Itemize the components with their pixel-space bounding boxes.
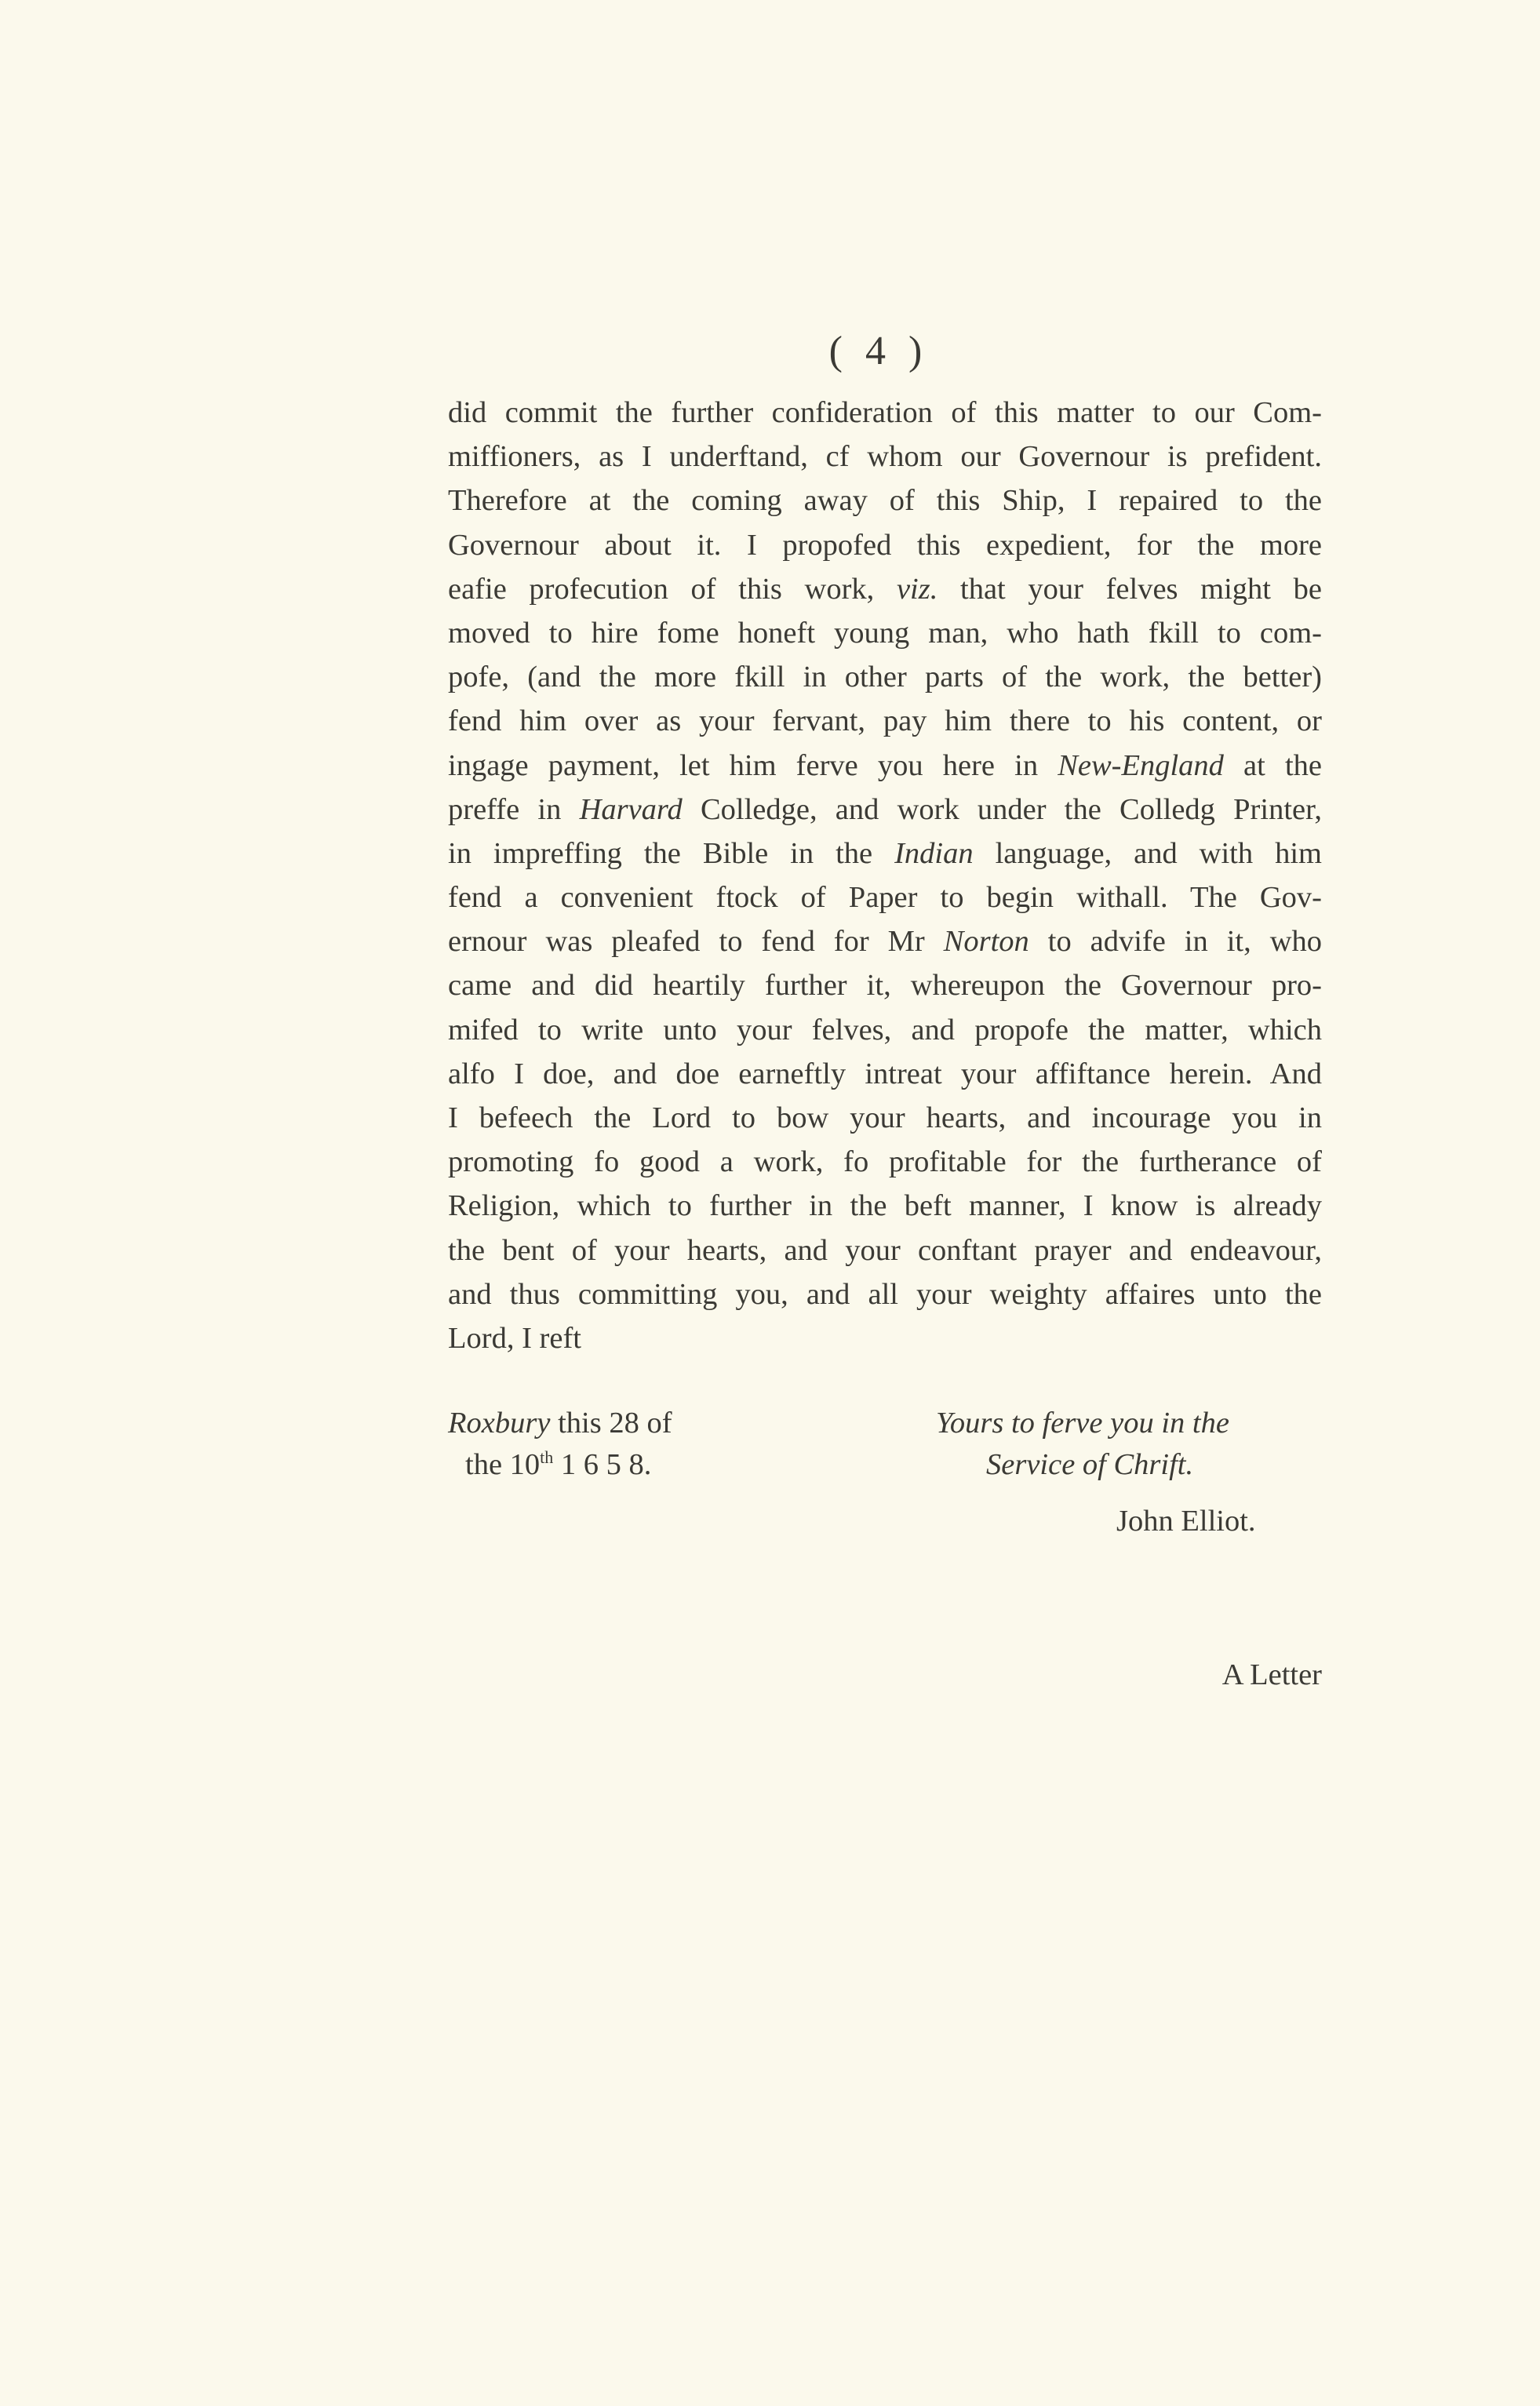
text-segment: Lord, I reft (448, 1321, 581, 1355)
text-line (448, 788, 1322, 832)
text-segment: came and did heartily further it, whereupon the Governour pro- (448, 969, 1322, 1003)
text-segment: eafie profecution of this work, (448, 572, 897, 606)
text-line (448, 391, 1322, 435)
text-line (448, 1272, 1322, 1316)
text-line (448, 567, 1322, 611)
catchword: A Letter (1221, 1658, 1322, 1691)
text-line (448, 875, 1322, 919)
dateline-place: Roxbury (448, 1407, 551, 1440)
italic-text: Norton (943, 925, 1029, 959)
text-segment: Governour about it. I propofed this expedient, for the more (448, 528, 1322, 562)
text-segment: preffe in (448, 792, 580, 826)
text-line (448, 1008, 1322, 1052)
text-line (448, 435, 1322, 479)
signature: John Elliot. (1116, 1505, 1256, 1538)
italic-text: viz. (896, 572, 938, 606)
text-line (448, 1096, 1322, 1140)
text-line (448, 479, 1322, 522)
text-segment: did commit the further confideration of this matter to our Com- (448, 396, 1322, 429)
text-line (448, 919, 1322, 963)
text-line (448, 832, 1322, 875)
text-segment: in impreffing the Bible in the (448, 836, 895, 870)
text-segment: that your felves might be (937, 572, 1322, 606)
text-line (448, 1184, 1322, 1228)
text-segment: fend a convenient ftock of Paper to begin withall. The Gov- (448, 881, 1322, 915)
text-segment: fend him over as your fervant, pay him there to his content, or (448, 704, 1322, 738)
text-segment: at the (1223, 748, 1323, 782)
text-line (448, 655, 1322, 699)
text-segment: ernour was pleafed to fend for Mr (448, 925, 944, 959)
dateline-line-2 (465, 1445, 651, 1484)
text-segment: Religion, which to further in the beft manner, I know is already (448, 1189, 1322, 1223)
italic-text: New-England (1058, 748, 1224, 782)
text-segment: and thus committing you, and all your weighty affaires unto the (448, 1277, 1322, 1311)
text-line (448, 963, 1322, 1007)
text-line (448, 1316, 1322, 1360)
text-segment: Colledge, and work under the Colledg Printer, (682, 792, 1323, 826)
dateline-line-1 (448, 1403, 672, 1443)
closing-line-2: Service of Chrift. (986, 1448, 1194, 1481)
text-line (448, 1052, 1322, 1096)
dateline-day: the 10 (465, 1448, 541, 1481)
text-segment: promoting fo good a work, fo profitable for the furtherance of (448, 1145, 1322, 1179)
text-segment: to advife in it, who (1028, 925, 1322, 959)
letter-body (448, 391, 1322, 1360)
text-segment: alfo I doe, and doe earneftly intreat your affiftance herein. And (448, 1057, 1322, 1090)
text-segment: language, and with him (973, 836, 1322, 870)
text-line (448, 1228, 1322, 1272)
text-segment: pofe, (and the more fkill in other parts of the work, the better) (448, 661, 1322, 694)
dateline-year: 1 6 5 8. (553, 1448, 652, 1481)
text-segment: Therefore at the coming away of this Ship, I repaired to the (448, 484, 1322, 518)
text-segment: mifed to write unto your felves, and propofe the matter, which (448, 1013, 1322, 1046)
text-line (448, 611, 1322, 655)
text-line (448, 699, 1322, 743)
dateline-text: this 28 of (550, 1407, 672, 1440)
closing-line-1: Yours to ferve you in the (936, 1407, 1229, 1440)
text-line (448, 744, 1322, 788)
italic-text: Harvard (579, 792, 683, 826)
text-line (448, 523, 1322, 567)
page-number: ( 4 ) (828, 329, 929, 373)
text-segment: I befeech the Lord to bow your hearts, and incourage you in (448, 1101, 1322, 1134)
text-segment: ingage payment, let him ferve you here in (448, 748, 1058, 782)
italic-text: Indian (894, 836, 974, 870)
text-segment: moved to hire fome honeft young man, who hath fkill to com- (448, 616, 1322, 650)
text-segment: miffioners, as I underftand, cf whom our Governour is prefident. (448, 440, 1322, 474)
text-line (448, 1140, 1322, 1184)
dateline-ordinal: th (540, 1447, 554, 1467)
text-segment: the bent of your hearts, and your conftant prayer and endeavour, (448, 1233, 1322, 1267)
